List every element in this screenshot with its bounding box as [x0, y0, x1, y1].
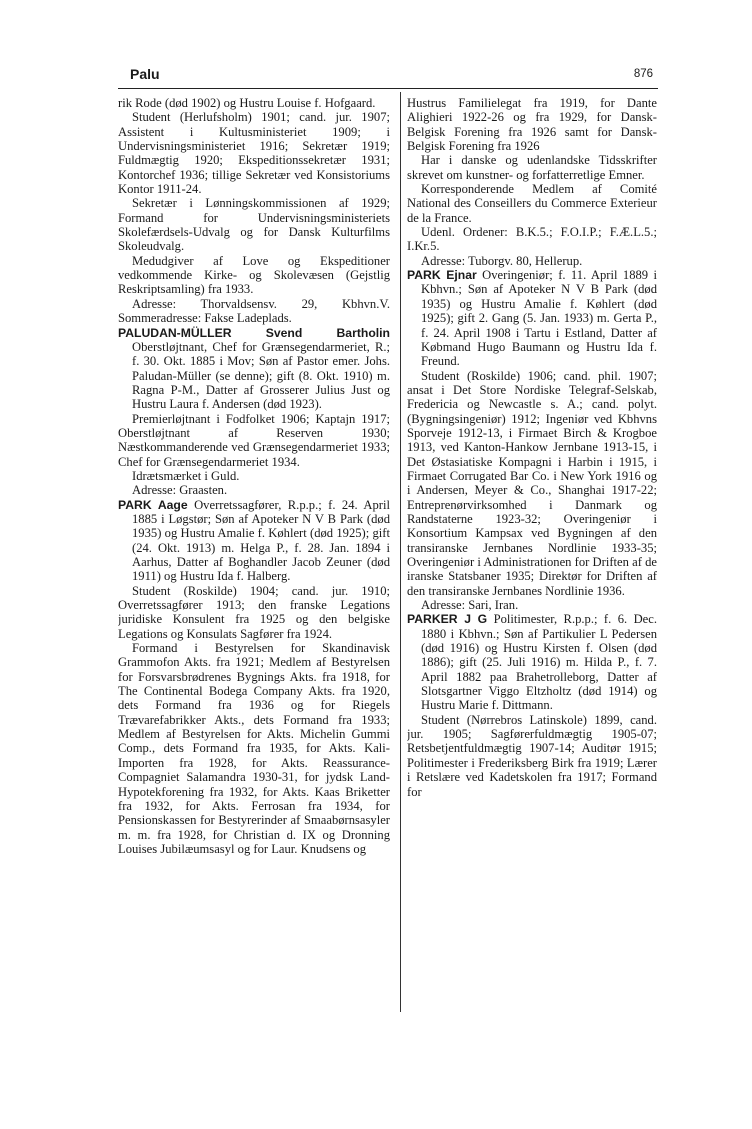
paragraph: Student (Nørrebros Latinskole) 1899, cand. jur. 1905; Sagførerfuldmægtig 1905-07; Retsbetjentfuldmægtig 1907-14; Auditør 1915; Politimester i Frederiksberg Birk fra 1919; Lærer i Retslære ved Kadetskolen fra 1917; Formand for — [407, 712, 657, 799]
running-head-title: Palu — [130, 66, 160, 82]
paragraph: Medudgiver af Love og Ekspeditioner vedkommende Kirke- og Skolevæsen (Gejstlig Reskriptsamling) fra 1933. — [118, 253, 390, 297]
biography-entry — [118, 326, 390, 412]
paragraph: Korresponderende Medlem af Comité National des Conseillers du Commerce Exterieur de la France. — [407, 182, 657, 225]
paragraph: Student (Roskilde) 1906; cand. phil. 1907; ansat i Det Store Nordiske Telegraf-Selskab, Fredericia og Newcastle s. A.; cand. polyt. (Bygningsingeniør) 1912; Ingeniør ved Kbhvns Sporveje 1912-13, i Firmaet Birch & Krogboe 1913, ved Kanton-Hankow Jernbane 1913-15, i Det Østasiatiske Kompagni i Harbin i 1915, i Firmaet Corrugated Bar Co. i New York 1916 og i Andersen, Meyer & Co., Shanghai 1917-22; Entreprenørvirksomhed i Danmark og Randstaterne 1923-32; Overingeniør i Konsortium Kampsax ved Bygningen af den transiranske Jernbanes Nordlinie 1933-35; Overingeniør i Administrationen for Driften af de iranske Statsbaner 1935; Direktør for Driften af den transiranske Jernbanes Nordlinie 1936. — [407, 368, 657, 598]
paragraph: Adresse: Thorvaldsensv. 29, Kbhvn.V. Sommeradresse: Fakse Ladeplads. — [118, 296, 390, 326]
paragraph: Formand i Bestyrelsen for Skandinavisk Grammofon Akts. fra 1921; Medlem af Bestyrelsen for Forsvarsbrødrenes Bygnings Akts. fra 1918, for The Continental Bodega Company Akts. fra 1920, dets Formand fra 1936 og for Riegels Trævarefabrikker Akts., dets Formand fra 1933; Medlem af Bestyrelsen for Akts. Michelin Gummi Comp., dets Formand fra 1935, for Akts. Kali-Importen fra 1928, for Akts. Reassurance-Compagniet Salamandra 1930-31, for jydsk Land-Hypotekforening fra 1932, for Akts. Kaas Briketter fra 1932, for Akts. Ferrosan fra 1934, for Pensionskassen for Bestyrerinder af Smaabørnsasyler m. m. fra 1928, for Christian d. IX og Dronning Louises Jubilæumsasyl og for Laur. Knudsens og — [118, 641, 390, 856]
paragraph: Sekretær i Lønningskommissionen af 1929; Formand for Undervisningsministeriets Skolefærdsels-Udvalg og for Dansk Kulturfilms Skoleudvalg. — [118, 196, 390, 254]
paragraph: Udenl. Ordener: B.K.5.; F.O.I.P.; F.Æ.L.5.; I.Kr.5. — [407, 225, 657, 254]
paragraph: Idrætsmærket i Guld. — [132, 468, 240, 483]
page-header — [130, 66, 653, 88]
right-column — [407, 96, 657, 1016]
paragraph: Premierløjtnant i Fodfolket 1906; Kaptajn 1917; Oberstløjtnant af Reserven 1930; Næstkommanderende ved Grænsegendarmeriet 1933; Chef for Grænsegendarmeriet 1934. — [118, 411, 390, 469]
entry-name: PARK Aage — [118, 497, 188, 512]
left-column — [118, 96, 390, 1016]
paragraph: Adresse: Graasten. — [132, 483, 228, 498]
continued-text: rik Rode (død 1902) og Hustru Louise f. Hofgaard. — [118, 96, 376, 110]
paragraph: Student (Herlufsholm) 1901; cand. jur. 1907; Assistent i Kultusministeriet 1909; i Undervisningsministeriet 1916; Sekretær 1919; Fuldmægtig 1920; Ekspeditionssekretær 1931; Kontorchef 1936; tillige Sekretær ved Konsistoriums Kontor 1911-24. — [118, 110, 390, 197]
paragraph: Adresse: Sari, Iran. — [421, 598, 519, 613]
paragraph: Har i danske og udenlandske Tidsskrifter skrevet om kunstner- og forfatterretlige Emner. — [407, 153, 657, 182]
header-rule — [118, 88, 658, 89]
biography-entry — [407, 612, 657, 712]
continued-text: Hustrus Familielegat fra 1919, for Dante Alighieri 1922-26 og fra 1929, for Dansk-Belgisk Forening fra 1926 samt for Dansk-Belgisk Forening fra 1926 — [407, 96, 657, 154]
column-divider — [400, 92, 401, 1012]
biography-entry — [407, 268, 657, 368]
page-number: 876 — [633, 68, 653, 80]
entry-text: Politimester, R.p.p.; f. 6. Dec. 1880 i Kbhvn.; Søn af Partikulier L Pedersen (død 1916) og Hustru Kirsten f. Olsen (død 1886); gift (25. Juli 1916) m. Hilda P., f. 7. April 1882 paa Brahetrolleborg, Datter af Slotsgartner Viggo Eltzholtz (død 1914) og Hustru Marie f. Dittmann. — [421, 612, 657, 713]
biography-entry — [118, 498, 390, 584]
paragraph: Adresse: Tuborgv. 80, Hellerup. — [421, 253, 583, 268]
entry-text: Overingeniør; f. 11. April 1889 i Kbhvn.; Søn af Apoteker N V B Park (død 1935) og Hustru Amalie f. Køhlert (død 1925); gift 2. Gang (5. Jan. 1933) m. Gerta P., f. 24. April 1908 i Tartu i Estland, Datter af Købmand Hugo Baumann og Hustru Ida f. Freund. — [421, 268, 657, 369]
entry-name: PARK Ejnar — [407, 268, 477, 283]
paragraph: Student (Roskilde) 1904; cand. jur. 1910; Overretssagfører 1913; den franske Legations juridiske Konsulent fra 1925 og den belgiske Legations og Konsulats Sagfører fra 1924. — [118, 583, 390, 641]
entry-name: PALUDAN-MÜLLER Svend Bartholin — [118, 325, 390, 340]
entry-name: PARKER J G — [407, 612, 488, 627]
entry-text: Overretssagfører, R.p.p.; f. 24. April 1885 i Løgstør; Søn af Apoteker N V B Park (død 1935) og Hustru Amalie f. Køhlert (død 1925); gift (24. Okt. 1913) m. Helga P., f. 28. Jan. 1894 i Aarhus, Datter af Boghandler Jacob Zeuner (død 1911) og Hustru Ida f. Halberg. — [132, 497, 390, 584]
entry-text: Oberstløjtnant, Chef for Grænsegendarmeriet, R.; f. 30. Okt. 1885 i Mov; Søn af Pastor emer. Johs. Paludan-Müller (se denne); gift (8. Okt. 1910) m. Ragna P-M., Datter af Grosserer Julius Just og Hustru Laura f. Andersen (død 1923). — [132, 339, 390, 412]
